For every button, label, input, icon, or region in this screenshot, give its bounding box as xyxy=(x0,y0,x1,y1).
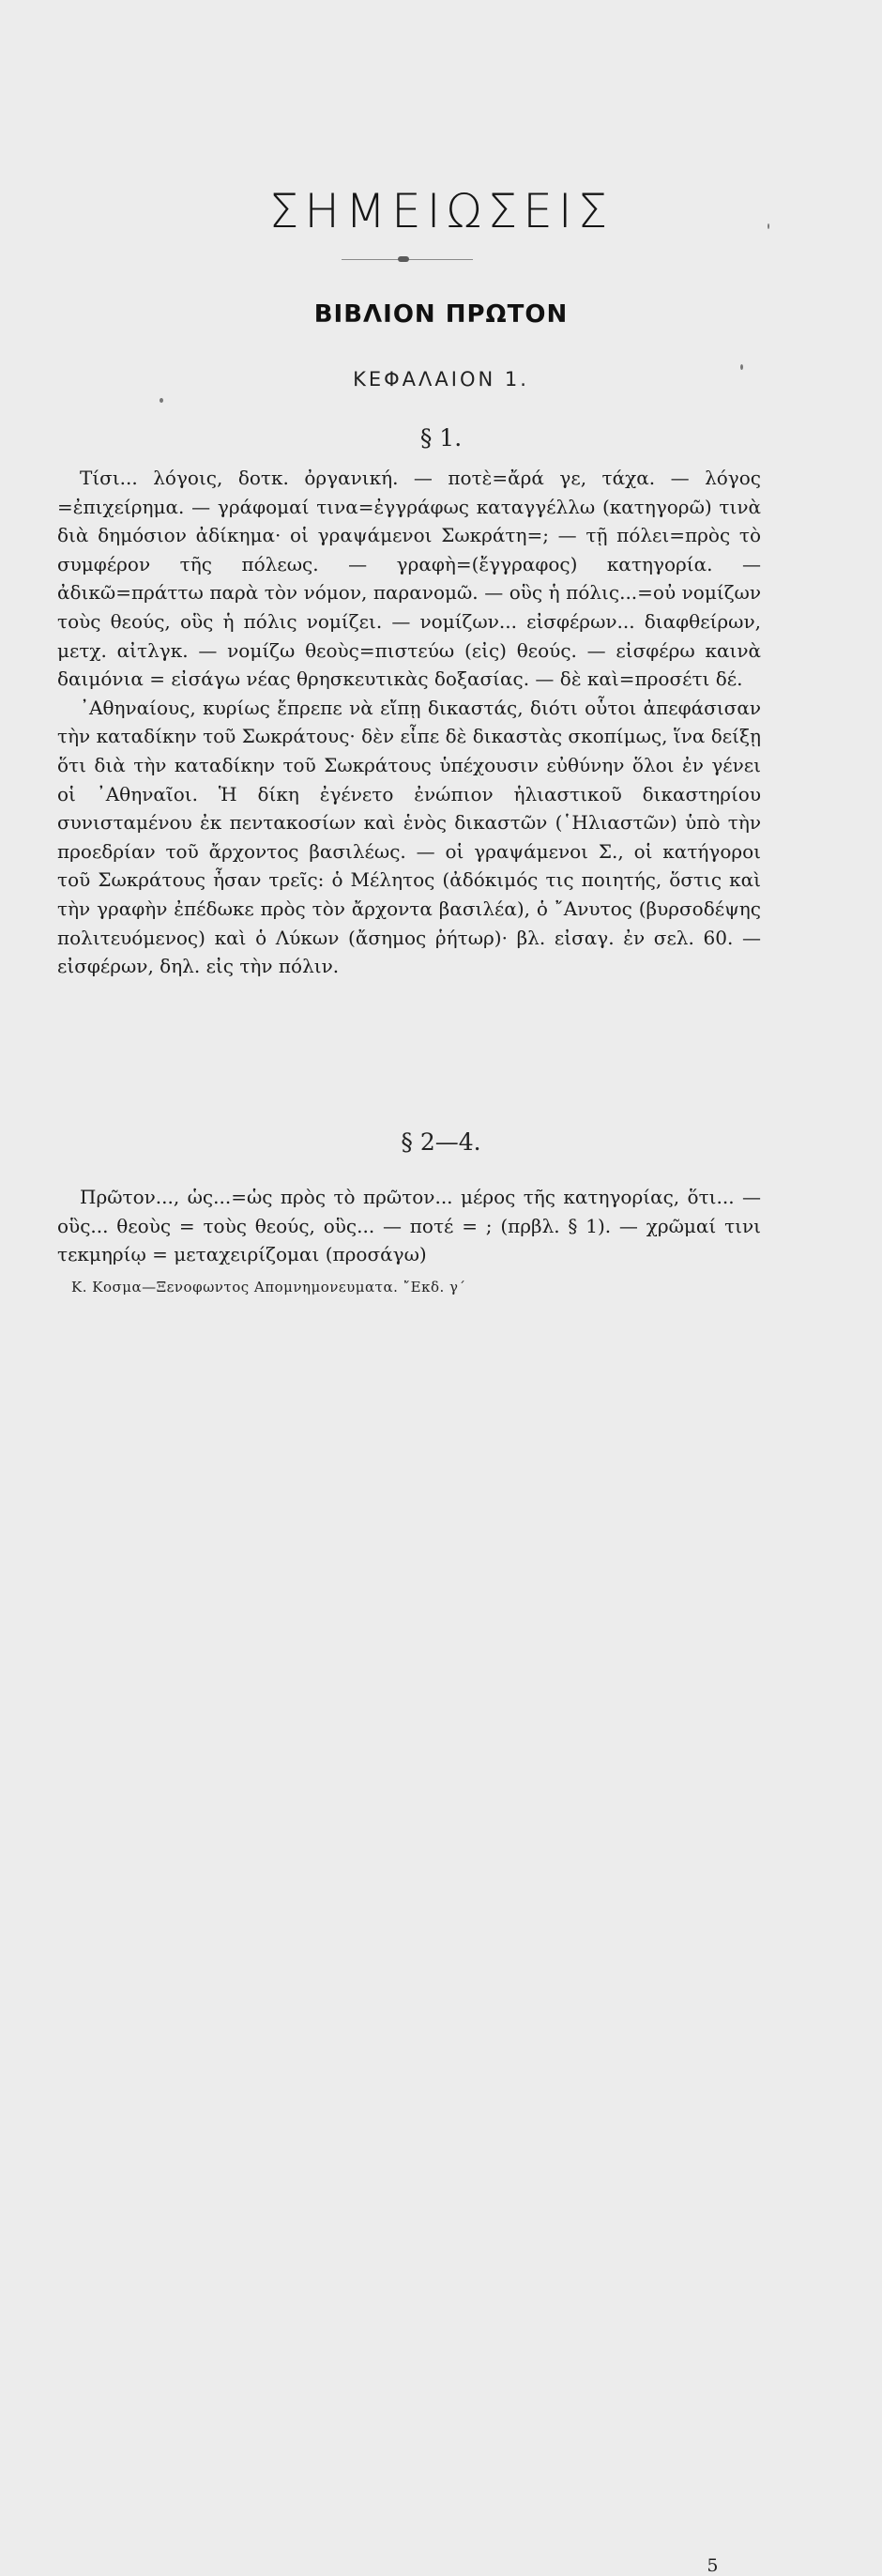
paper-speck xyxy=(160,398,163,403)
book-title: ΒΙΒΛΙΟΝ ΠΡΩΤΟΝ xyxy=(313,300,569,329)
page-number: 5 xyxy=(707,2555,719,2576)
section-1-paragraph-2: ᾿Αθηναίους, κυρίως ἔπρεπε νὰ εἴπῃ δικαστάς, διότι οὗτοι ἀπεφάσισαν τὴν καταδίκην τοῦ Σωκράτους· δὲν εἶπε δὲ δικαστὰς σκοπίμως, ἵνα δείξῃ ὅτι διὰ τὴν καταδίκην τοῦ Σωκράτους ὑπέχουσιν εὐθύνην ὅλοι ἐν γένει οἱ ᾿Αθηναῖοι. Ἡ δίκη ἐγένετο ἐνώπιον ἡλιαστικοῦ δικαστηρίου συνισταμένου ἐκ πεντακοσίων καὶ ἑνὸς δικαστῶν (῾Ηλιαστῶν) ὑπὸ τὴν προεδρίαν τοῦ ἄρχοντος βασιλέως. — οἱ γραψάμενοι Σ., οἱ κατήγοροι τοῦ Σωκράτους ἦσαν τρεῖς: ὁ Μέλητος (ἀδόκιμός τις ποιητής, ὅστις καὶ τὴν γραφὴν ἐπέδωκε πρὸς τὸν ἄρχοντα βασιλέα), ὁ ῎Ανυτος (βυρσοδέψης πολιτευόμενος) καὶ ὁ Λύκων (ἄσημος ῥήτωρ)· βλ. εἰσαγ. ἐν σελ. 60. — εἰσφέρων, δηλ. εἰς τὴν πόλιν. xyxy=(57,696,761,978)
paper-speck xyxy=(740,364,743,370)
running-title: Κ. Κοσμα—Ξενοφωντος Απομνημονευματα. ῎Εκδ. γ´ xyxy=(71,1279,466,1296)
chapter-title: ΚΕΦΑΛΑΙΟΝ 1. xyxy=(353,368,529,391)
section-2-body xyxy=(57,1183,761,1269)
section-1-body xyxy=(57,464,761,981)
running-footer xyxy=(71,1279,719,2576)
section-1-heading: § 1. xyxy=(419,424,463,452)
paper-speck xyxy=(768,223,769,229)
divider-ornament xyxy=(398,256,409,262)
section-2-heading: § 2—4. xyxy=(401,1128,481,1156)
section-2-paragraph-1: Πρῶτον..., ὡς...=ὡς πρὸς τὸ πρῶτον... μέρος τῆς κατηγορίας, ὅτι... — οὓς... θεοὺς = τοὺς θεούς, οὓς... — ποτέ = ; (πρβλ. § 1). — χρῶμαί τινι τεκμηρίῳ = μεταχειρίζομαι (προσάγω) xyxy=(57,1186,761,1266)
main-title: ΣΗΜΕΙΩΣΕΙΣ xyxy=(268,184,614,238)
section-1-paragraph-1: Τίσι... λόγοις, δοτκ. ὀργανική. — ποτὲ=ἄρά γε, τάχα. — λόγος =ἐπιχείρημα. — γράφομαί τινα=ἐγγράφως καταγγέλλω (κατηγορῶ) τινὰ διὰ δημόσιον ἀδίκημα· οἱ γραψάμενοι Σωκράτη=; — τῇ πόλει=πρὸς τὸ συμφέρον τῆς πόλεως. — γραφὴ=(ἔγγραφος) κατηγορία. — ἀδικῶ=πράττω παρὰ τὸν νόμον, παρανομῶ. — οὓς ἡ πόλις...=οὐ νομίζων τοὺς θεούς, οὓς ἡ πόλις νομίζει. — νομίζων... εἰσφέρων... διαφθείρων, μετχ. αἰτλγκ. — νομίζω θεοὺς=πιστεύω (εἰς) θεούς. — εἰσφέρω καινὰ δαιμόνια = εἰσάγω νέας θρησκευτικὰς δοξασίας. — δὲ καὶ=προσέτι δέ. xyxy=(57,467,761,691)
